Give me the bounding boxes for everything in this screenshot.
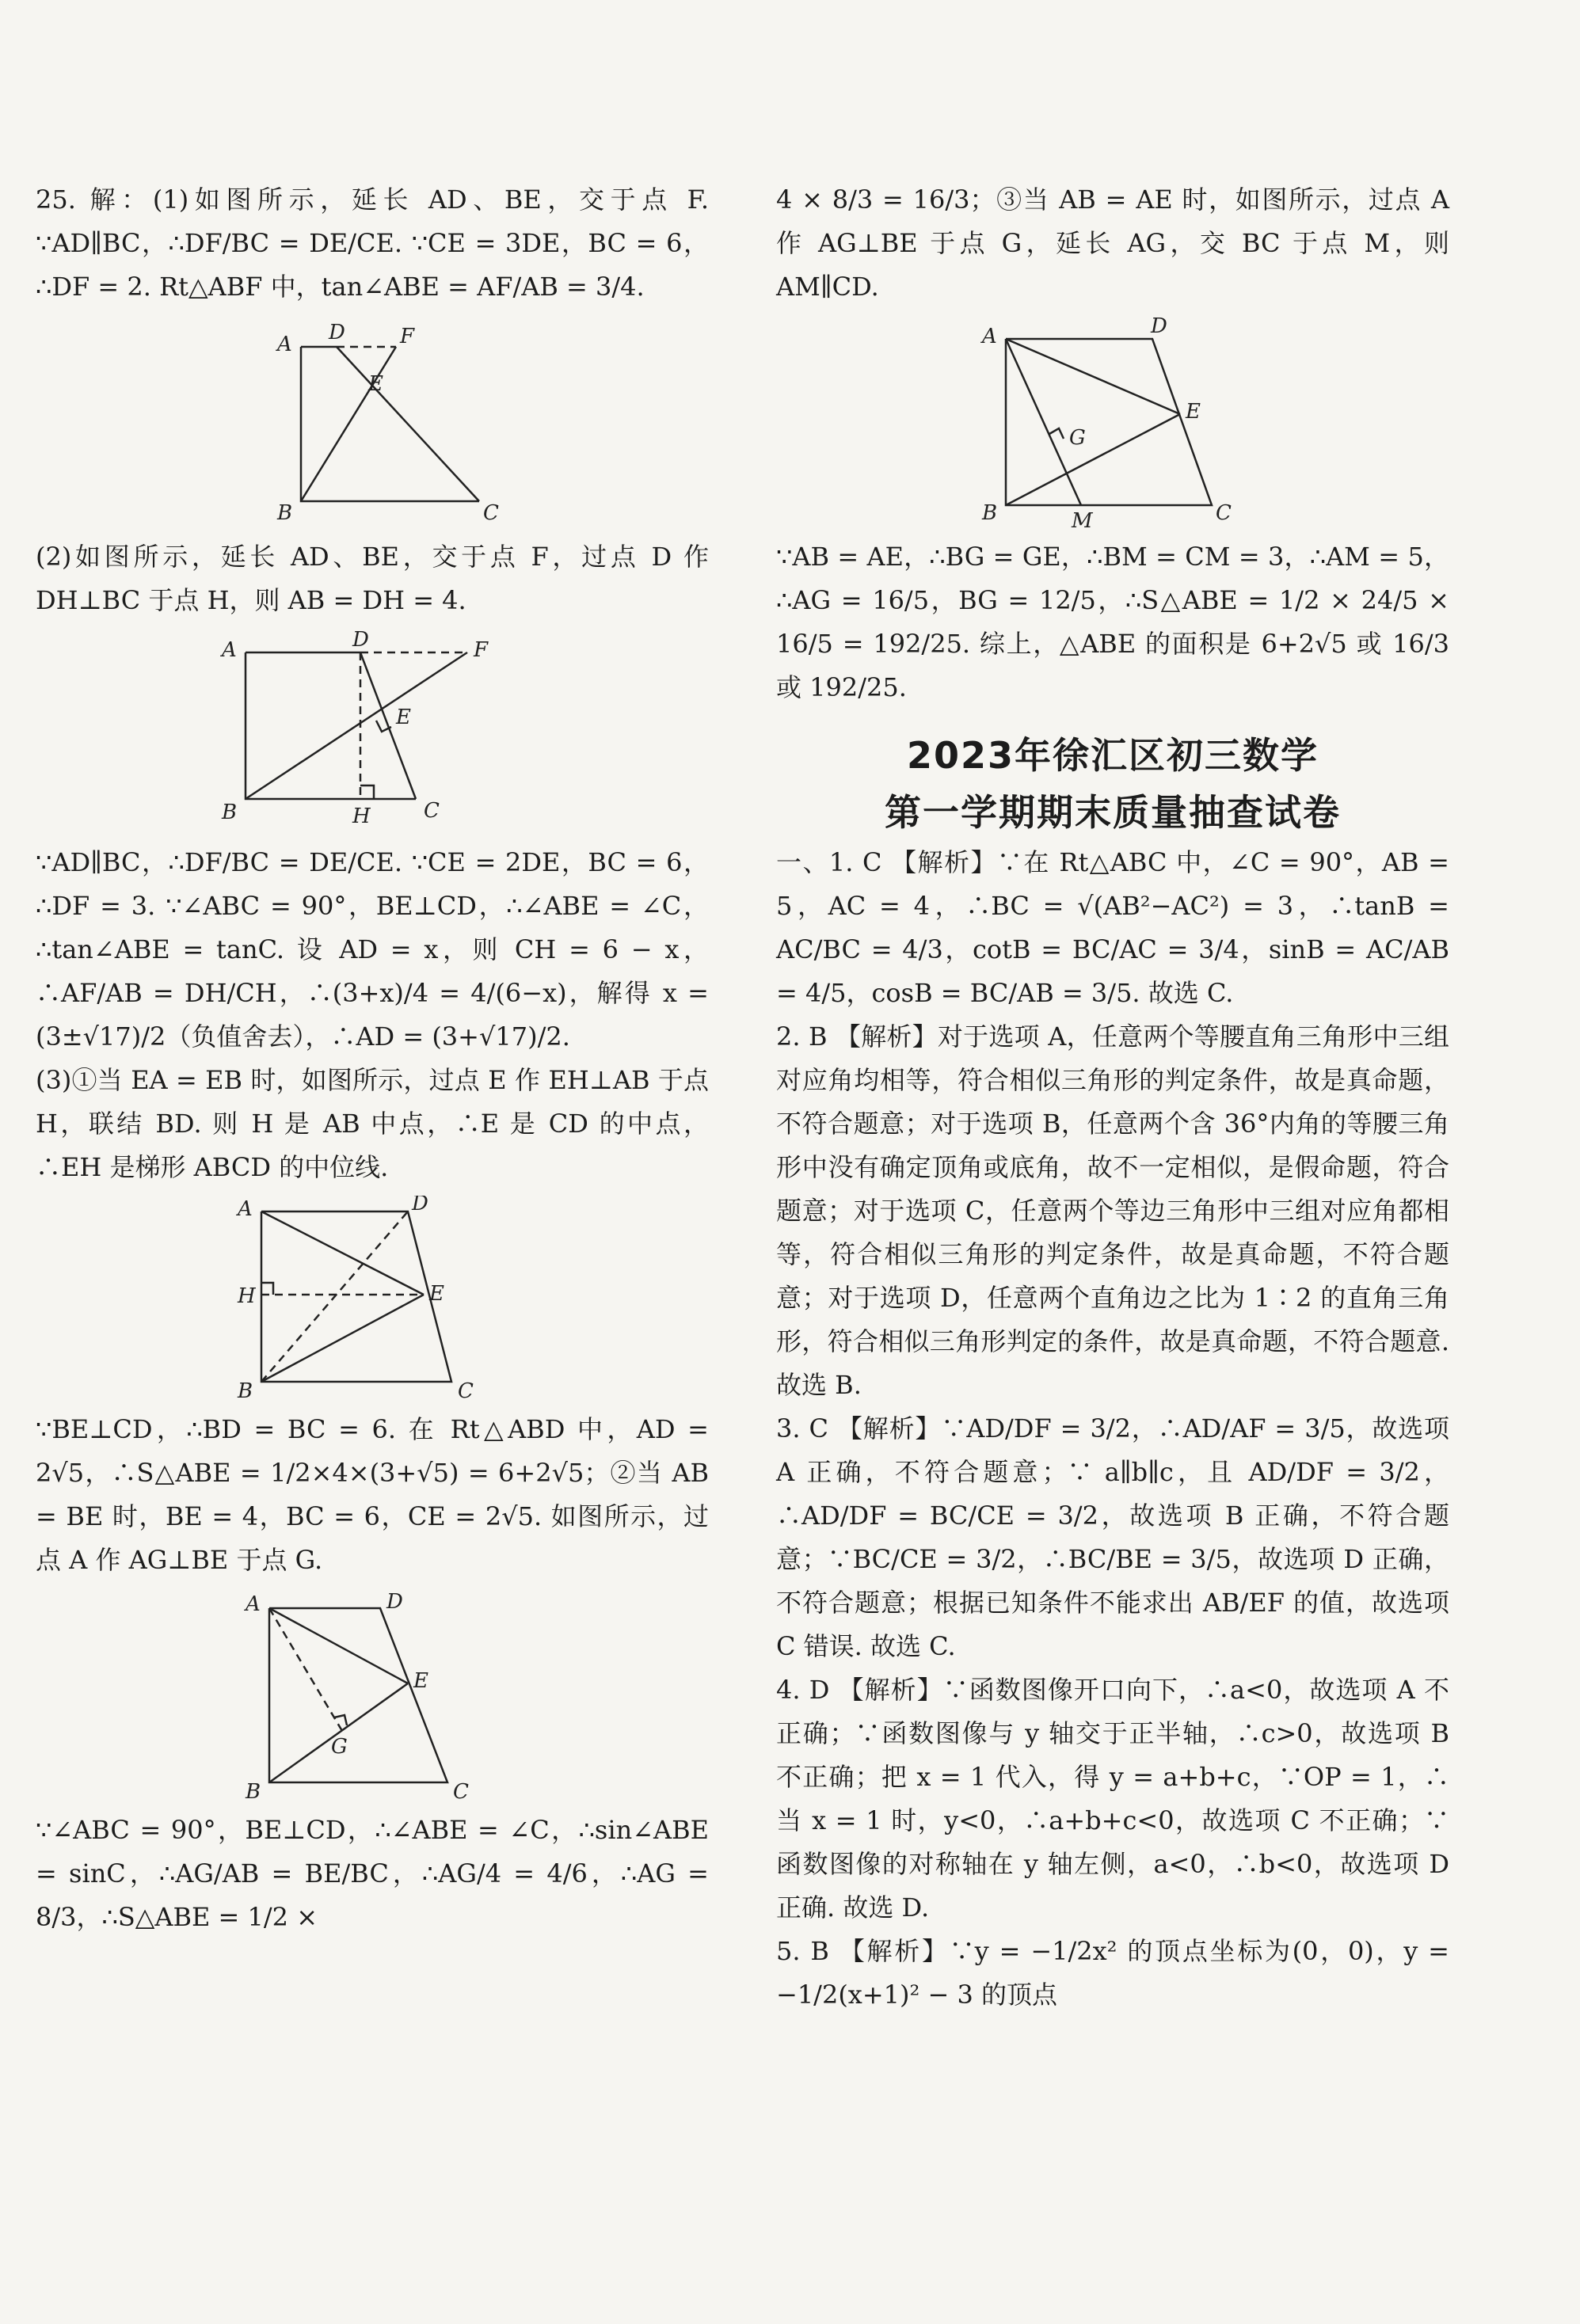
label-D: D <box>412 1196 428 1215</box>
label-E: E <box>429 1282 444 1306</box>
answer-5: 5. B 【解析】∵y = −1/2x² 的顶点坐标为(0，0)，y = −1/2(x+1)² − 3 的顶点 <box>776 1936 1449 2010</box>
label-D: D <box>352 629 369 652</box>
solution-25-part3-ag: ∵∠ABC = 90°，BE⊥CD，∴∠ABE = ∠C，∴sin∠ABE = sinC，∴AG/AB = BE/BC，∴AG/4 = 4/6，∴AG = 8/3，∴S△ABE = 1/2 × <box>36 1815 709 1932</box>
figure-5 <box>946 315 1279 529</box>
solution-25-part3: (3)①当 EA = EB 时，如图所示，过点 E 作 EH⊥AB 于点 H，联结 BD. 则 H 是 AB 中点，∴E 是 CD 的中点，∴EH 是梯形 ABCD 的中位线. <box>36 1065 709 1182</box>
label-D: D <box>386 1590 403 1614</box>
label-C: C <box>424 799 440 823</box>
label-F: F <box>400 325 415 348</box>
exam-title-line2: 第一学期期末质量抽查试卷 <box>885 791 1341 834</box>
label-M: M <box>1072 509 1093 529</box>
label-D: D <box>1151 315 1167 338</box>
solution-25-part1: 25. 解：(1)如图所示，延长 AD、BE，交于点 F. ∵AD∥BC，∴DF/BC = DE/CE. ∵CE = 3DE，BC = 6，∴DF = 2. Rt△ABF 中，tan∠ABE = AF/AB = 3/4. <box>36 184 709 302</box>
label-C: C <box>1216 501 1232 525</box>
label-C: C <box>483 501 499 525</box>
label-B: B <box>982 501 998 525</box>
label-D: D <box>329 321 345 344</box>
label-C: C <box>458 1379 474 1402</box>
left-column <box>36 178 709 1939</box>
figure-4 <box>206 1588 539 1802</box>
label-E: E <box>396 706 411 729</box>
label-B: B <box>277 501 293 525</box>
label-A: A <box>238 1197 253 1221</box>
figure-2 <box>206 629 539 835</box>
solution-25-part2: (2)如图所示，延长 AD、BE，交于点 F，过点 D 作 DH⊥BC 于点 H，则 AB = DH = 4. <box>36 542 709 615</box>
label-E: E <box>413 1669 428 1693</box>
label-G: G <box>1069 426 1086 450</box>
label-A: A <box>277 333 292 356</box>
label-E: E <box>1186 400 1201 424</box>
label-A: A <box>982 325 997 348</box>
label-A: A <box>246 1592 261 1616</box>
solution-25-conclusion: ∵AB = AE，∴BG = GE，∴BM = CM = 3，∴AM = 5，∴AG = 16/5，BG = 12/5，∴S△ABE = 1/2 × 24/5 × 16/5 = 192/25. 综上，△ABE 的面积是 6+2√5 或 16/3 或 192/25. <box>776 542 1449 702</box>
figure-3 <box>206 1196 539 1402</box>
answer-4: 4. D 【解析】∵函数图像开口向下，∴a<0，故选项 A 不正确；∵函数图像与 y 轴交于正半轴，∴c>0，故选项 B 不正确；把 x = 1 代入，得 y = a+b+c，∵OP = 1，∴当 x = 1 时，y<0，∴a+b+c<0，故选项 C 不正确；∵函数图像的对称轴在 y 轴左侧，a<0，∴b<0，故选项 D 正确. 故选 D. <box>776 1675 1449 1923</box>
solution-25-part3-area: ∵BE⊥CD，∴BD = BC = 6. 在 Rt△ABD 中，AD = 2√5，∴S△ABE = 1/2×4×(3+√5) = 6+2√5；②当 AB = BE 时，BE = 4，BC = 6，CE = 2√5. 如图所示，过点 A 作 AG⊥BE 于点 G. <box>36 1414 709 1575</box>
label-H: H <box>352 804 371 828</box>
label-H: H <box>238 1284 256 1308</box>
label-B: B <box>246 1780 261 1802</box>
figure-1 <box>246 315 499 529</box>
label-G: G <box>331 1735 348 1759</box>
right-column <box>776 178 1449 2017</box>
solution-25-part2-cont: ∵AD∥BC，∴DF/BC = DE/CE. ∵CE = 2DE，BC = 6，∴DF = 3. ∵∠ABC = 90°，BE⊥CD，∴∠ABE = ∠C，∴tan∠ABE = tanC. 设 AD = x，则 CH = 6 − x，∴AF/AB = DH/CH，∴(3+x)/4 = 4/(6−x)，解得 x = (3±√17)/2（负值舍去），∴AD = (3+√17)/2. <box>36 847 709 1052</box>
label-C: C <box>453 1780 469 1802</box>
label-F: F <box>474 638 489 662</box>
label-E: E <box>368 372 383 396</box>
exam-title-line1: 2023年徐汇区初三数学 <box>906 734 1319 777</box>
answer-1: 一、1. C 【解析】∵在 Rt△ABC 中，∠C = 90°，AB = 5，AC = 4，∴BC = √(AB²−AC²) = 3，∴tanB = AC/BC = 4/3，cotB = BC/AC = 3/4，sinB = AC/AB = 4/5，cosB = BC/AB = 3/5. 故选 C. <box>776 847 1449 1008</box>
label-B: B <box>238 1379 253 1402</box>
label-B: B <box>222 801 238 824</box>
answer-3: 3. C 【解析】∵AD/DF = 3/2，∴AD/AF = 3/5，故选项 A 正确，不符合题意；∵ a∥b∥c，且 AD/DF = 3/2，∴AD/DF = BC/CE = 3/2，故选项 B 正确，不符合题意；∵BC/CE = 3/2，∴BC/BE = 3/5，故选项 D 正确，不符合题意；根据已知条件不能求出 AB/EF 的值，故选项 C 错误. 故选 C. <box>776 1413 1449 1661</box>
solution-25-cont: 4 × 8/3 = 16/3；③当 AB = AE 时，如图所示，过点 A 作 AG⊥BE 于点 G，延长 AG，交 BC 于点 M，则 AM∥CD. <box>776 184 1449 302</box>
label-A: A <box>222 638 237 662</box>
answer-2: 2. B 【解析】对于选项 A，任意两个等腰直角三角形中三组对应角均相等，符合相似三角形的判定条件，故是真命题，不符合题意；对于选项 B，任意两个含 36°内角的等腰三角形中没有确定顶角或底角，故不一定相似，是假命题，符合题意；对于选项 C，任意两个等边三角形中三组对应角都相等，符合相似三角形的判定条件，故是真命题，不符合题意；对于选项 D，任意两个直角边之比为 1∶2 的直角三角形，符合相似三角形判定的条件，故是真命题，不符合题意. 故选 B. <box>776 1021 1449 1400</box>
